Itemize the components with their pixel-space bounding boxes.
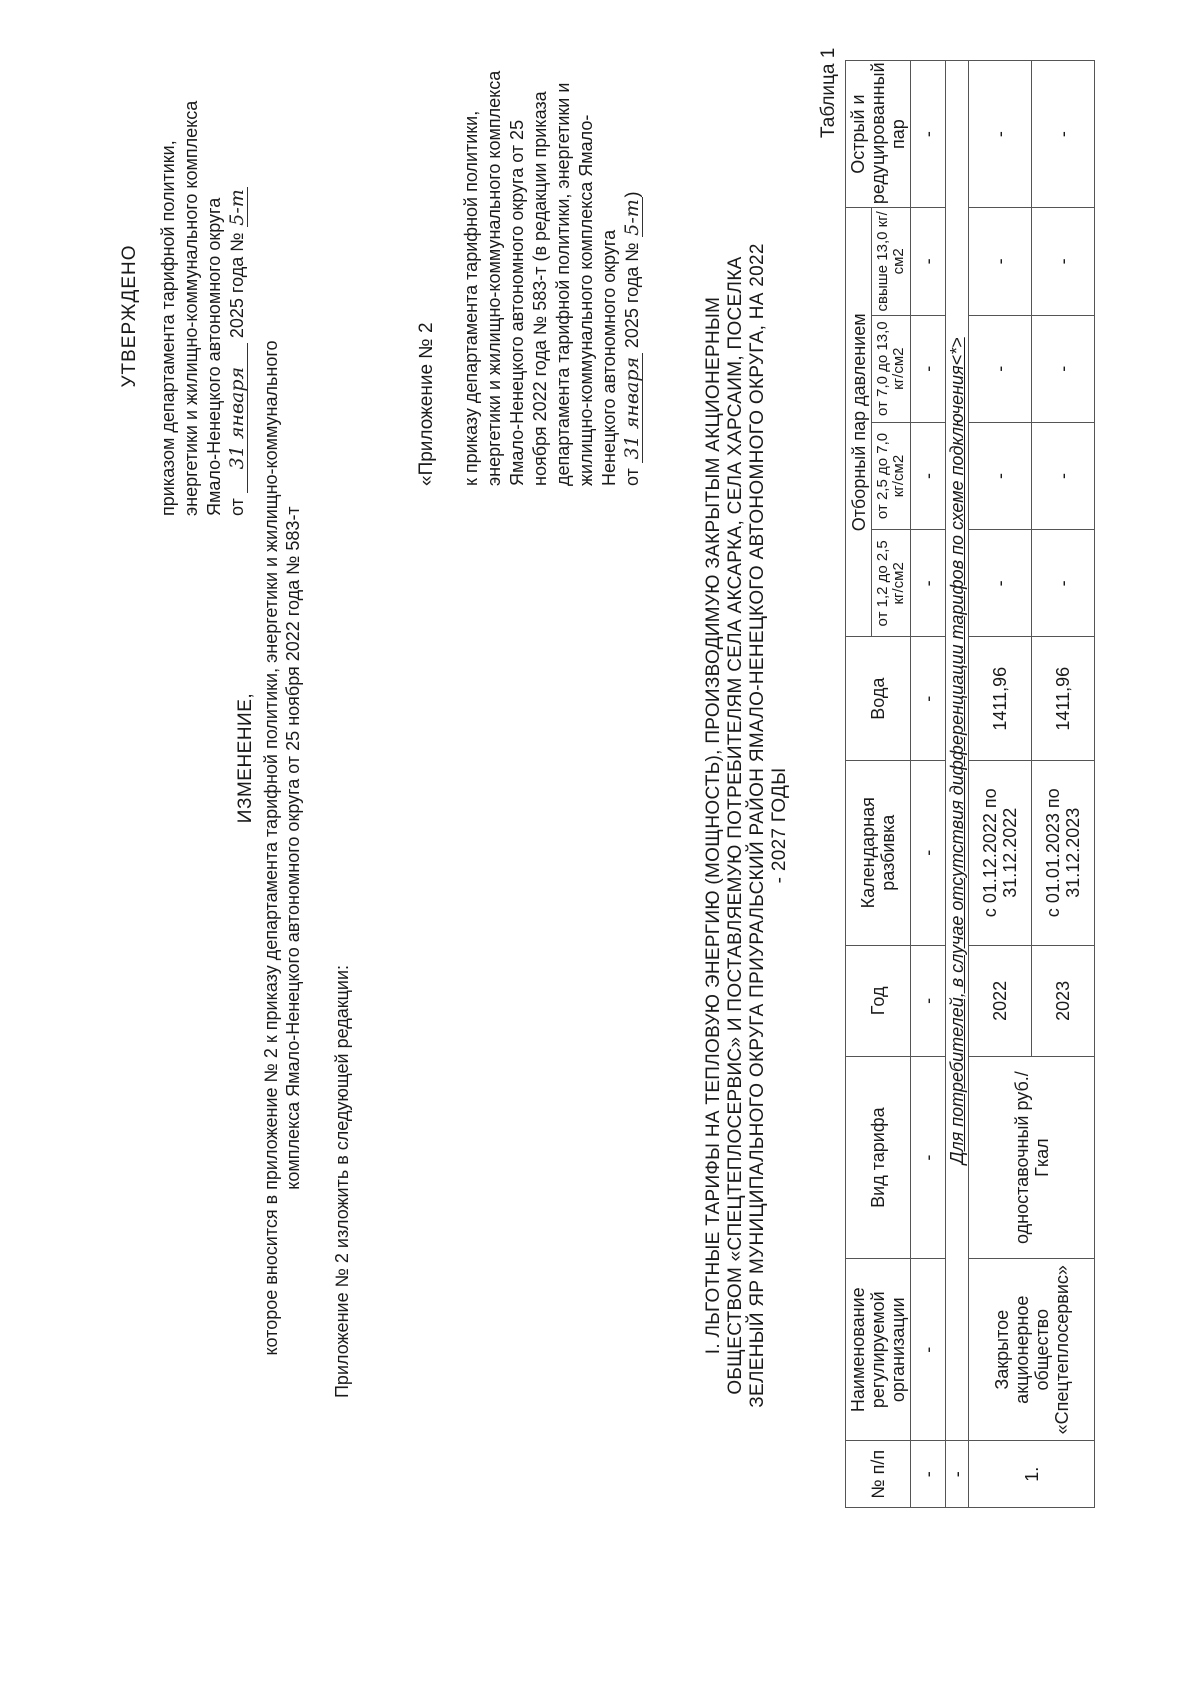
header-water: Вода <box>846 637 911 760</box>
table-cell: - <box>911 945 946 1057</box>
table-caption: Таблица 1 <box>818 47 839 138</box>
consumer-group-label: Для потребителей, в случае отсутствия дифференциации тарифов по схеме подключения<*> <box>946 61 969 1441</box>
header-steam-group: Отборный пар давлением <box>846 208 872 637</box>
header-tariff-type: Вид тарифа <box>846 1057 911 1259</box>
approval-date-prefix: от <box>227 498 247 516</box>
row-steam-2: - <box>969 422 1032 529</box>
row-water: 1411,96 <box>1032 637 1095 760</box>
row-steam-1: - <box>1032 530 1095 637</box>
row-water: 1411,96 <box>969 637 1032 760</box>
approval-number-handwritten: 5-т <box>226 189 248 226</box>
row-year: 2023 <box>1032 945 1095 1057</box>
approval-date <box>226 76 249 516</box>
appendix-year-text: 2025 года № <box>622 242 642 349</box>
header-steam-2: от 2,5 до 7,0 кг/см2 <box>872 422 911 529</box>
appendix-date-handwritten: 31 января <box>622 353 643 463</box>
appendix-text: к приказу департамента тарифной политики, энергетики и жилищно-коммунального комплекса Ямало-Ненецкого автономного округа от 25 ноября 2022 года № 583-т (в редакции приказа департамента тарифной политики, энергетики и жилищно-коммунального комплекса Ямало-Ненецкого автономного округа <box>461 70 619 486</box>
row-calendar: с 01.12.2022 по 31.12.2022 <box>969 760 1032 945</box>
row-sharp: - <box>969 61 1032 208</box>
row-org: Закрытое акционерное общество «Спецтеплосервис» <box>969 1258 1095 1440</box>
header-num: № п/п <box>846 1441 911 1508</box>
table-cell: - <box>911 1441 946 1508</box>
row-steam-3: - <box>1032 315 1095 422</box>
table-cell: - <box>911 315 946 422</box>
table-cell: - <box>911 61 946 208</box>
table-row-consumer-group <box>946 61 969 1508</box>
approval-year-text: 2025 года № <box>227 232 247 339</box>
header-org: Наименование регулируемой организации <box>846 1258 911 1440</box>
table-cell: - <box>911 760 946 945</box>
approval-text: приказом департамента тарифной политики, энергетики и жилищно-коммунального комплекса Ямало-Ненецкого автономного округа <box>158 100 224 516</box>
appendix-title: «Приложение № 2 <box>416 322 437 486</box>
appendix-closing: ) <box>622 191 642 198</box>
tariff-table <box>845 60 1095 1508</box>
header-calendar: Календарная разбивка <box>846 760 911 945</box>
table-cell: - <box>911 637 946 760</box>
appendix-date-prefix: от <box>622 468 642 486</box>
table-cell: - <box>946 1441 969 1508</box>
appendix-date <box>621 56 644 486</box>
row-year: 2022 <box>969 945 1032 1057</box>
appendix-number-handwritten: 5-т <box>621 199 643 236</box>
row-steam-3: - <box>969 315 1032 422</box>
header-year: Год <box>846 945 911 1057</box>
row-steam-2: - <box>1032 422 1095 529</box>
table-cell: - <box>911 208 946 315</box>
header-steam-3: от 7,0 до 13,0 кг/см2 <box>872 315 911 422</box>
table-row <box>969 61 1032 1508</box>
table-cell: - <box>911 530 946 637</box>
row-sharp: - <box>1032 61 1095 208</box>
table-cell: - <box>911 1057 946 1259</box>
header-sharp-steam: Острый и редуцированный пар <box>846 61 911 208</box>
row-tariff-type: одноставочный руб./Гкал <box>969 1057 1095 1259</box>
row-steam-4: - <box>1032 208 1095 315</box>
approval-date-handwritten: 31 января <box>227 343 248 493</box>
approval-title: УТВЕРЖДЕНО <box>119 244 140 388</box>
header-steam-4: свыше 13,0 кг/см2 <box>872 208 911 315</box>
section-heading: I. ЛЬГОТНЫЕ ТАРИФЫ НА ТЕПЛОВУЮ ЭНЕРГИЮ (МОЩНОСТЬ), ПРОИЗВОДИМУЮ ЗАКРЫТЫМ АКЦИОНЕРНЫМ ОБЩЕСТВОМ «СПЕЦТЕПЛОСЕРВИС» И ПОСТАВЛЯЕМУЮ ПОТРЕБИТЕЛЯМ СЕЛА АКСАРКА, СЕЛА ХАРСАИМ, ПОСЕЛКА ЗЕЛЕНЫЙ ЯР МУНИЦИПАЛЬНОГО ОКРУГА ПРИУРАЛЬСКИЙ РАЙОН ЯМАЛО-НЕНЕЦКОГО АВТОНОМНОГО ОКРУГА, НА 2022 - 2027 ГОДЫ <box>703 243 790 1408</box>
row-calendar: с 01.01.2023 по 31.12.2023 <box>1032 760 1095 945</box>
change-instruction: Приложение № 2 изложить в следующей редакции: <box>332 964 352 1398</box>
approval-block <box>118 76 249 516</box>
row-steam-1: - <box>969 530 1032 637</box>
table-row-blank <box>911 61 946 1508</box>
table-cell: - <box>911 1258 946 1440</box>
change-title: ИЗМЕНЕНИЕ, <box>235 692 256 824</box>
header-steam-1: от 1,2 до 2,5 кг/см2 <box>872 530 911 637</box>
change-description: которое вносится в приложение № 2 к приказу департамента тарифной политики, энергетики и жилищно-коммунального комплекса Ямало-Ненецкого автономного округа от 25 ноября 2022 года № 583-т <box>261 340 303 1356</box>
table-header-row <box>846 61 872 1508</box>
row-num: 1. <box>969 1441 1095 1508</box>
appendix-block <box>415 56 644 486</box>
row-steam-4: - <box>969 208 1032 315</box>
table-cell: - <box>911 422 946 529</box>
